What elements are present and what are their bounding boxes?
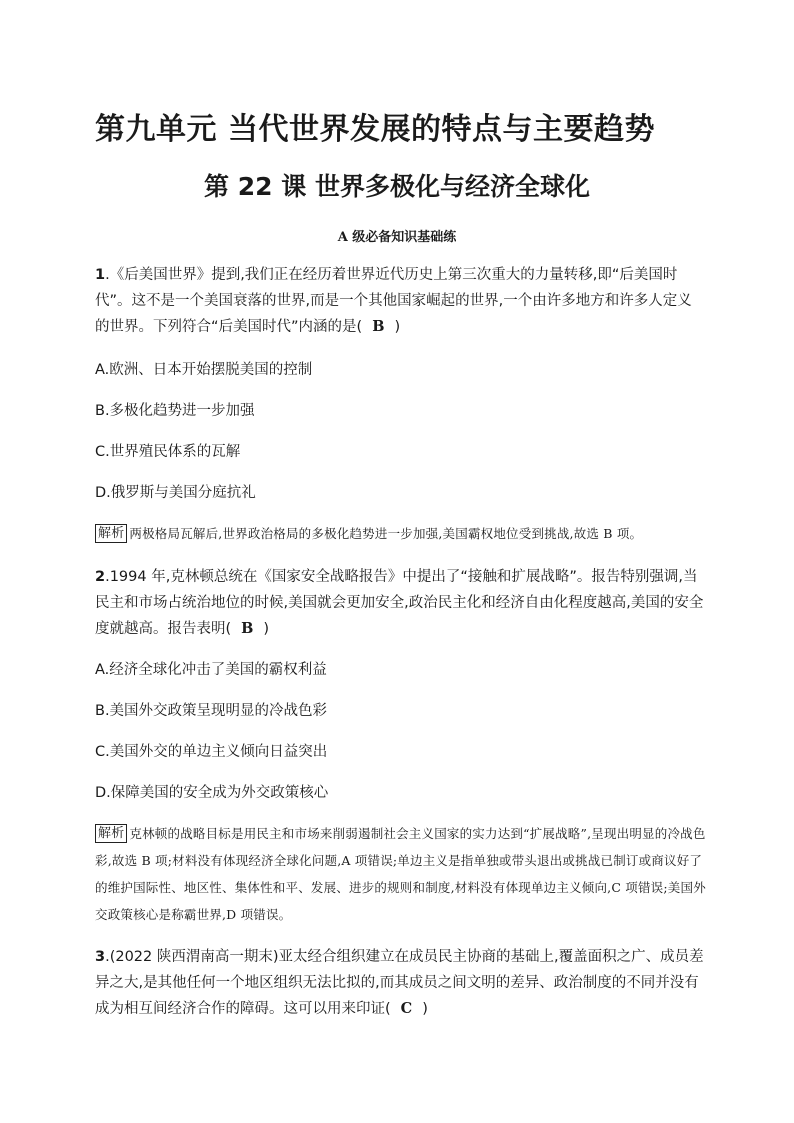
analysis-tag: 解析 (95, 524, 127, 543)
question-2-stem (95, 564, 705, 642)
question-text: .(2022 陕西渭南高一期末)亚太经合组织建立在成员民主协商的基础上,覆盖面积之广、成员差异之大,是其他任何一个地区组织无法比拟的,而其成员之间文明的差异、政治制度的不同并没有成为相互间经济合作的障碍。这可以用来印证( (95, 949, 704, 1017)
question-number: 3 (95, 949, 106, 965)
question-2-option-a: A.经济全球化冲击了美国的霸权利益 (95, 662, 327, 678)
question-1-option-a: A.欧洲、日本开始摆脱美国的控制 (95, 362, 313, 378)
answer-close-paren: ) (263, 621, 270, 637)
question-1-option-c: C.世界殖民体系的瓦解 (95, 444, 241, 460)
answer-letter: B (241, 620, 254, 637)
question-text: .1994 年,克林顿总统在《国家安全战略报告》中提出了“接触和扩展战略”。报告特别强调,当民主和市场占统治地位的时候,美国就会更加安全,政治民主化和经济自由化程度越高,美国的安全度就越高。报告表明( (95, 569, 704, 637)
question-2-option-b: B.美国外交政策呈现明显的冷战色彩 (95, 703, 328, 719)
question-1-option-d: D.俄罗斯与美国分庭抗礼 (95, 485, 256, 501)
question-1-option-b: B.多极化趋势进一步加强 (95, 403, 255, 419)
answer-letter: C (400, 1000, 413, 1017)
question-number: 1 (95, 267, 106, 283)
question-number: 2 (95, 569, 106, 585)
analysis-text: 克林顿的战略目标是用民主和市场来削弱遏制社会主义国家的实力达到“扩展战略”,呈现出明显的冷战色彩,故选 B 项;材料没有体现经济全球化问题,A 项错误;单边主义是指单独或带头退出或挑战已制订或商议好了的维护国际性、地区性、集体性和平、发展、进步的规则和制度,材料没有体现单边主义倾向,C 项错误;美国外交政策核心是称霸世界,D 项错误。 (95, 826, 706, 922)
unit-title: 第九单元 当代世界发展的特点与主要趋势 (95, 112, 655, 147)
analysis-tag: 解析 (95, 824, 127, 843)
answer-close-paren: ) (422, 1001, 428, 1017)
section-title: A 级必备知识基础练 (337, 230, 457, 245)
question-text: .《后美国世界》提到,我们正在经历着世界近代历史上第三次重大的力量转移,即“后美国时代”。这不是一个美国衰落的世界,而是一个其他国家崛起的世界,一个由许多地方和许多人定义的世界。下列符合“后美国时代”内涵的是( (95, 267, 692, 335)
lesson-title: 第 22 课 世界多极化与经济全球化 (204, 172, 590, 201)
question-1-stem (95, 262, 705, 340)
answer-close-paren: ) (394, 319, 401, 335)
question-2-analysis (95, 820, 707, 928)
question-3-stem (95, 944, 705, 1022)
question-2-option-d: D.保障美国的安全成为外交政策核心 (95, 785, 329, 801)
question-2-option-c: C.美国外交的单边主义倾向日益突出 (95, 744, 328, 760)
analysis-text: 两极格局瓦解后,世界政治格局的多极化趋势进一步加强,美国霸权地位受到挑战,故选 B 项。 (129, 526, 643, 541)
answer-letter: B (372, 318, 385, 335)
question-1-analysis (95, 520, 707, 547)
